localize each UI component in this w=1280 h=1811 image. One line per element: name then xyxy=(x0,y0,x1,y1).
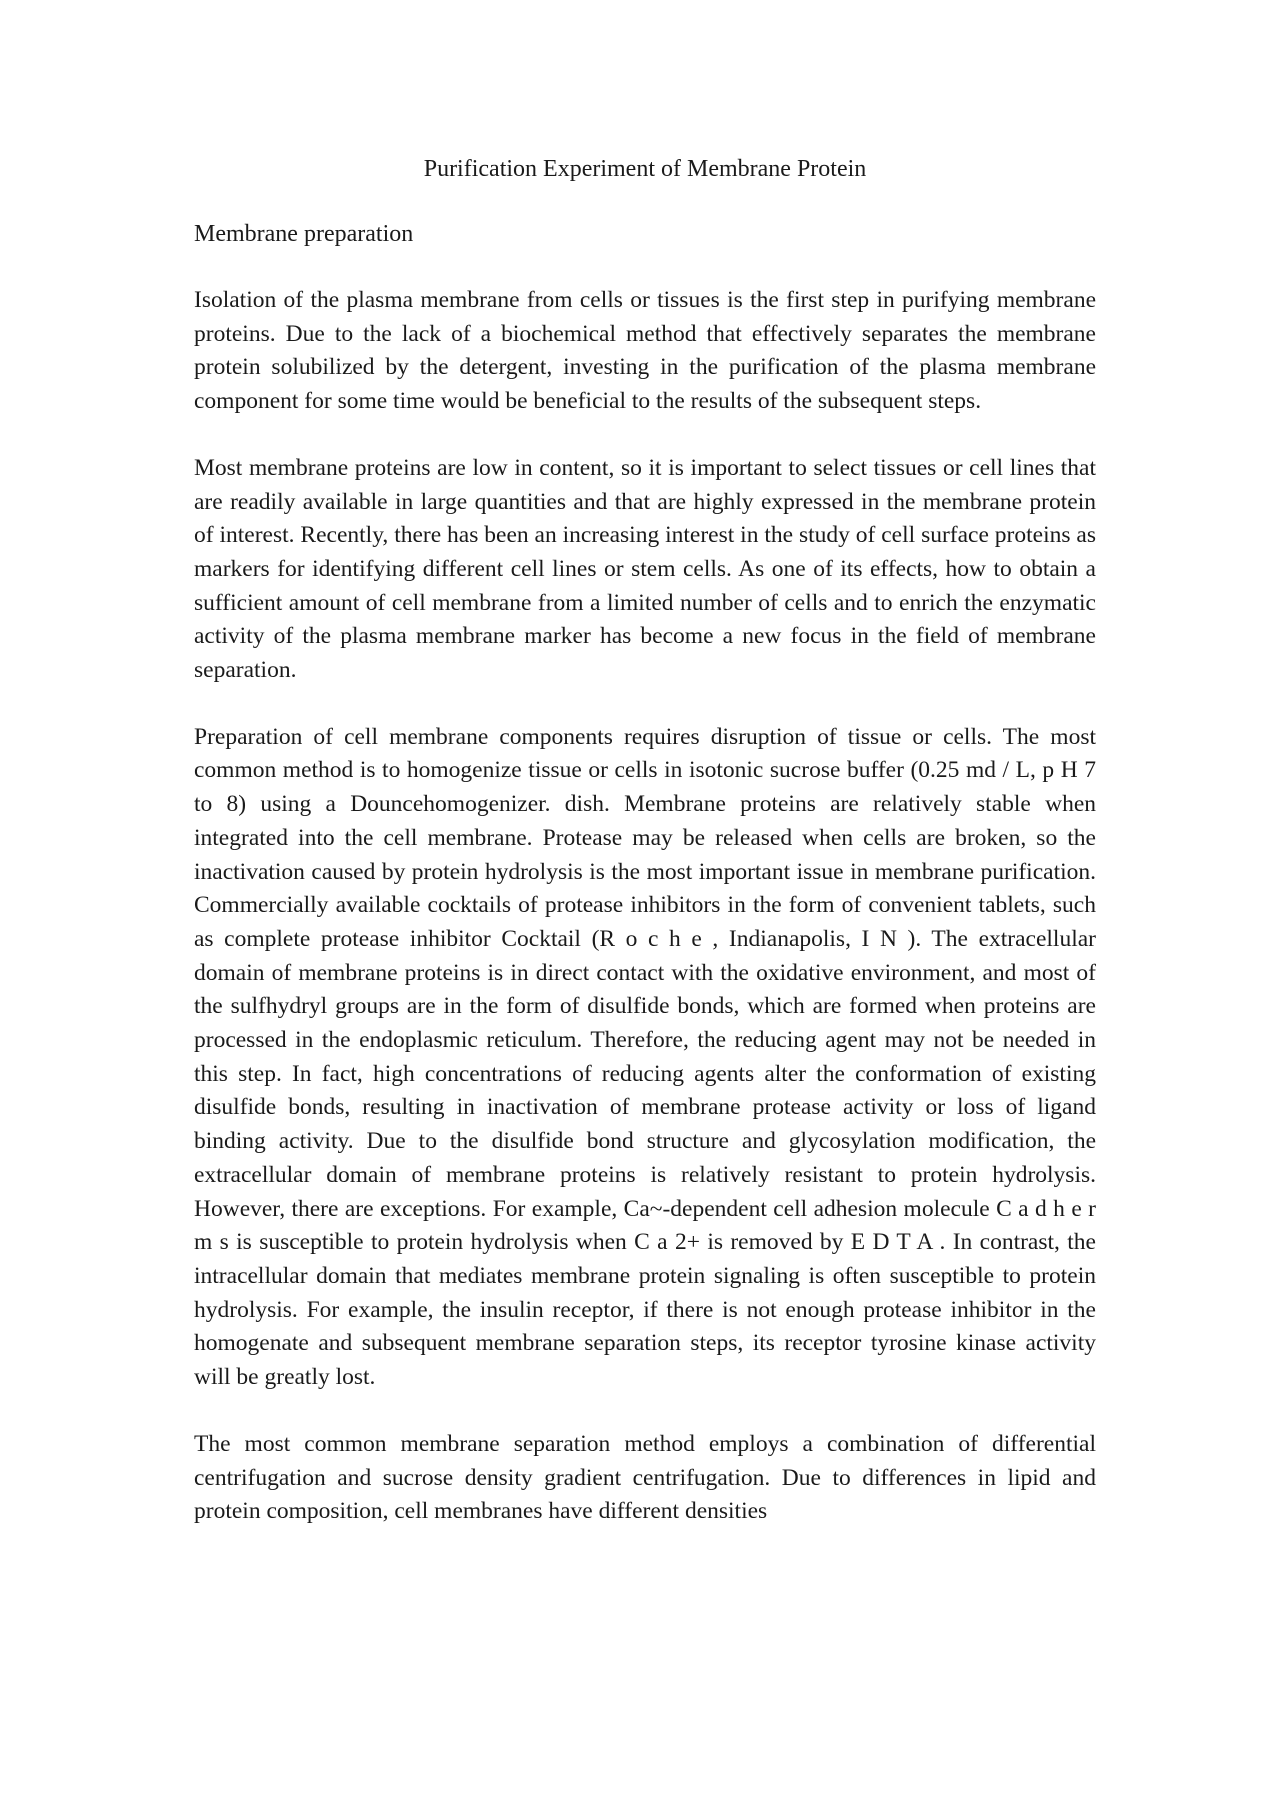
paragraph-1: Isolation of the plasma membrane from cells or tissues is the first step in purifying membrane proteins. Due to the lack of a biochemical method that effectively separates the membrane protein solubilized by the detergent, investing in the purification of the plasma membrane component for some time would be beneficial to the results of the subsequent steps. xyxy=(194,287,1096,415)
paragraph-2: Most membrane proteins are low in content, so it is important to select tissues or cell lines that are readily available in large quantities and that are highly expressed in the membrane protein of interest. Recently, there has been an increasing interest in the study of cell surface proteins as markers for identifying different cell lines or stem cells. As one of its effects, how to obtain a sufficient amount of cell membrane from a limited number of cells and to enrich the enzymatic activity of the plasma membrane marker has become a new focus in the field of membrane separation. xyxy=(194,454,1096,684)
document-title: Purification Experiment of Membrane Protein xyxy=(423,156,867,182)
document-page xyxy=(194,152,1096,1529)
paragraph-4: The most common membrane separation method employs a combination of differential centrifugation and sucrose density gradient centrifugation. Due to differences in lipid and protein composition, cell membranes have different densities xyxy=(194,1430,1096,1525)
paragraph-3: Preparation of cell membrane components requires disruption of tissue or cells. The most common method is to homogenize tissue or cells in isotonic sucrose buffer (0.25 md / L, p H 7 to 8) using a Douncehomogenizer. dish. Membrane proteins are relatively stable when integrated into the cell membrane. Protease may be released when cells are broken, so the inactivation caused by protein hydrolysis is the most important issue in membrane purification. Commercially available cocktails of protease inhibitors in the form of convenient tablets, such as complete protease inhibitor Cocktail (R o c h e , Indianapolis, I N ). The extracellular domain of membrane proteins is in direct contact with the oxidative environment, and most of the sulfhydryl groups are in the form of disulfide bonds, which are formed when proteins are processed in the endoplasmic reticulum. Therefore, the reducing agent may not be needed in this step. In fact, high concentrations of reducing agents alter the conformation of existing disulfide bonds, resulting in inactivation of membrane protease activity or loss of ligand binding activity. Due to the disulfide bond structure and glycosylation modification, the extracellular domain of membrane proteins is relatively resistant to protein hydrolysis. However, there are exceptions. For example, Ca~-dependent cell adhesion molecule C a d h e r m s is susceptible to protein hydrolysis when C a 2+ is removed by E D T A . In contrast, the intracellular domain that mediates membrane protein signaling is often susceptible to protein hydrolysis. For example, the insulin receptor, if there is not enough protease inhibitor in the homogenate and subsequent membrane separation steps, its receptor tyrosine kinase activity will be greatly lost. xyxy=(194,723,1096,1391)
section-heading: Membrane preparation xyxy=(194,221,414,247)
